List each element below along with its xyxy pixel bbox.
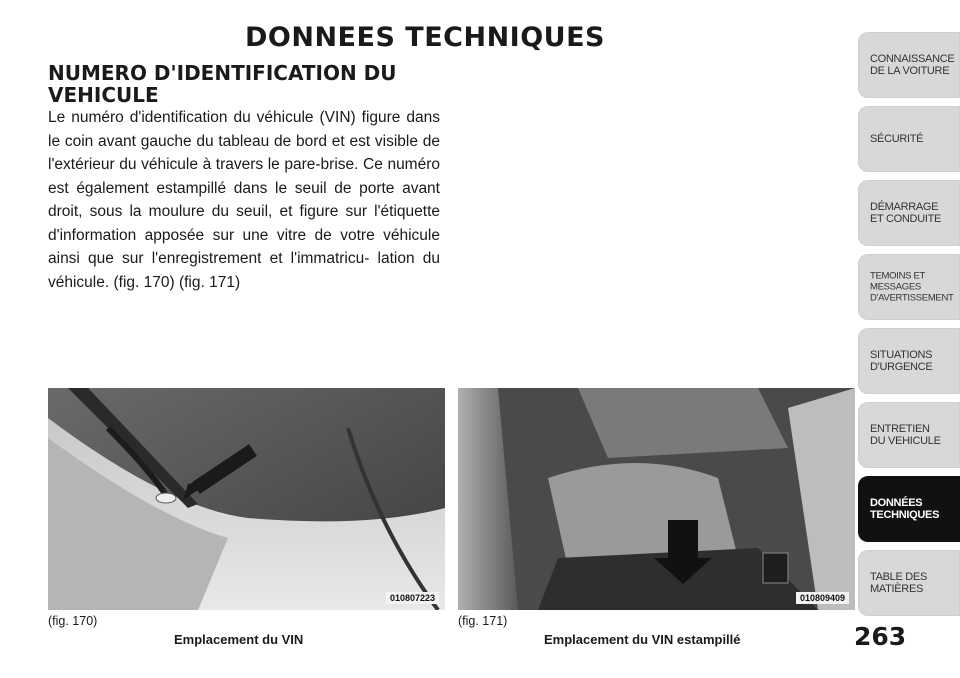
page-number: 263 xyxy=(854,622,907,651)
tab-label: SÉCURITÉ xyxy=(870,133,924,145)
tab-label: TEMOINS ET MESSAGES D'AVERTISSEMENT xyxy=(870,270,954,304)
tab-label: TABLE DES MATIÈRES xyxy=(870,571,928,595)
tab-label: SITUATIONS D'URGENCE xyxy=(870,349,933,373)
tab-connaissance[interactable] xyxy=(858,32,960,98)
tab-label: CONNAISSANCE DE LA VOITURE xyxy=(870,53,955,77)
tab-label: DONNÉES TECHNIQUES xyxy=(870,497,940,521)
tab-securite[interactable] xyxy=(858,106,960,172)
tab-situations[interactable] xyxy=(858,328,960,394)
tab-temoins[interactable] xyxy=(858,254,960,320)
tab-label: ENTRETIEN DU VEHICULE xyxy=(870,423,941,447)
tab-table-des-matieres[interactable] xyxy=(858,550,960,616)
tab-donnees-techniques[interactable] xyxy=(858,476,960,542)
figure-170-caption: Emplacement du VIN xyxy=(174,632,304,647)
section-title: NUMERO D'IDENTIFICATION DU VEHICULE xyxy=(48,61,397,107)
tab-label: DÉMARRAGE ET CONDUITE xyxy=(870,201,942,225)
body-paragraph: Le numéro d'identification du véhicule (VIN) figure dans le coin avant gauche du tableau de bord et est visible de l'extérieur du véhicule à travers le pare-brise. Ce numéro est également estampillé dans le seuil de porte avant droit, sous la moulure du seuil, et figure sur l'étiquette d'information apposée sur une vitre de votre véhicule ainsi que sur l'enregistrement et l'immatricu- lation du véhicule. (fig. 170) (fig. 171) xyxy=(48,109,440,291)
tab-demarrage[interactable] xyxy=(858,180,960,246)
figure-170-image xyxy=(48,388,445,610)
figure-170-code: 010807223 xyxy=(386,592,439,604)
figure-171-caption: Emplacement du VIN estampillé xyxy=(544,632,741,647)
figure-171-image xyxy=(458,388,855,610)
figure-171-number: (fig. 171) xyxy=(458,614,508,628)
page-title: DONNEES TECHNIQUES xyxy=(245,22,605,53)
figure-171-code: 010809409 xyxy=(796,592,849,604)
figure-170-number: (fig. 170) xyxy=(48,614,98,628)
tab-entretien[interactable] xyxy=(858,402,960,468)
